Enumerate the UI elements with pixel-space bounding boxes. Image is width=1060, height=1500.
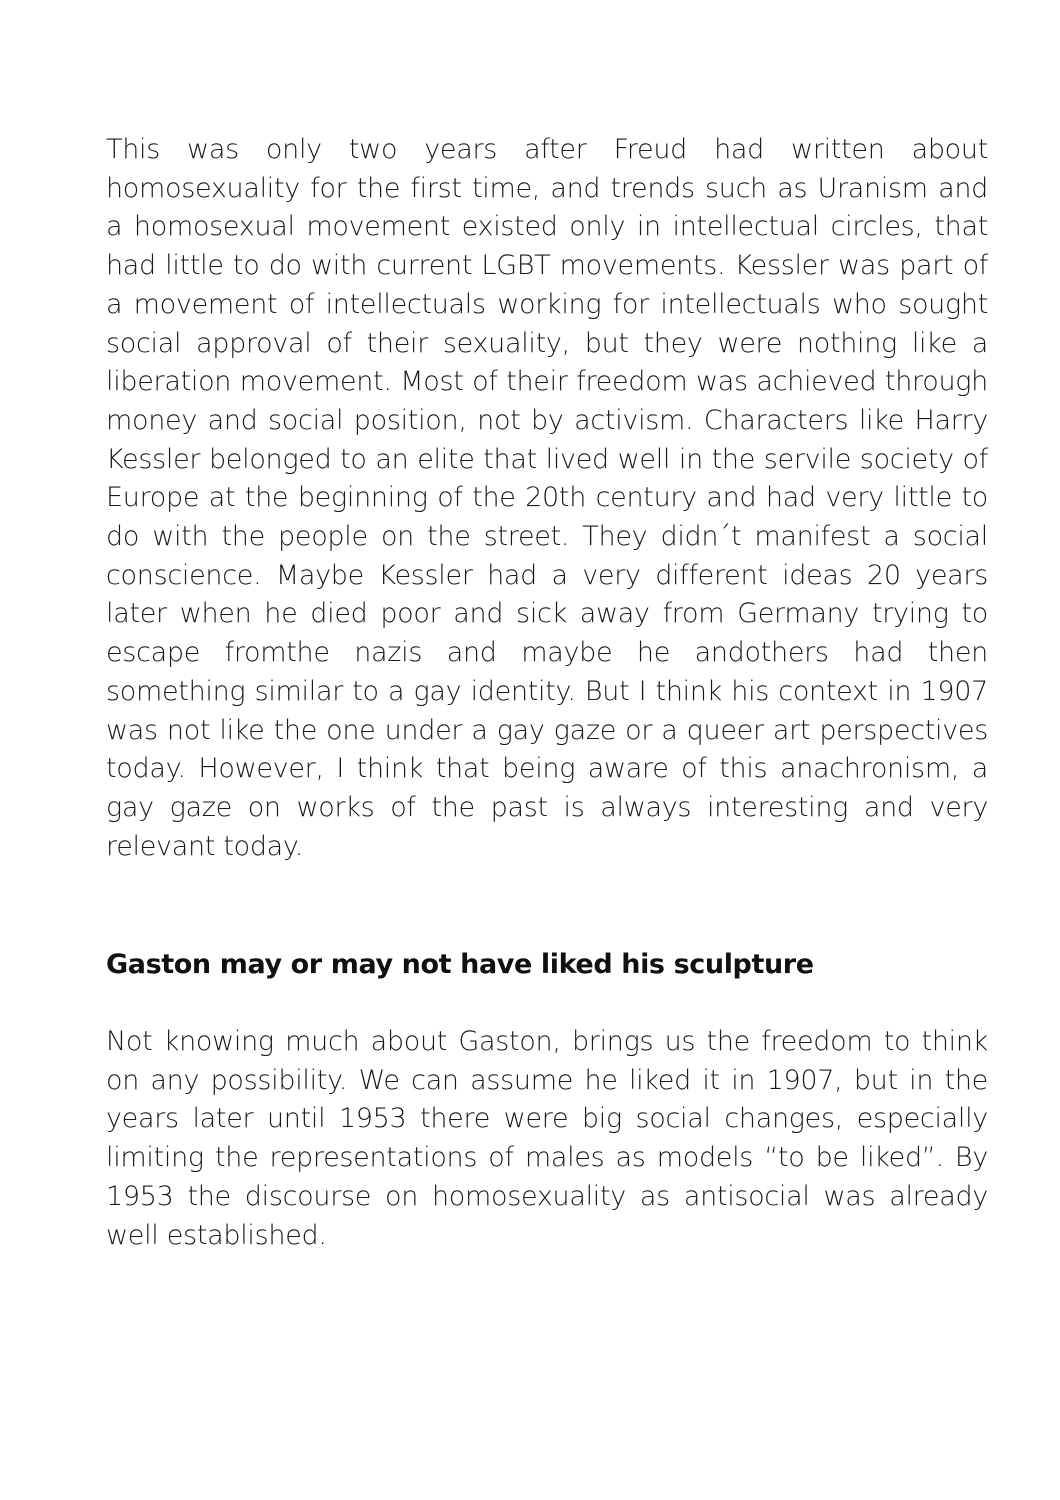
body-paragraph-gaston: Not knowing much about Gaston, brings us the freedom to think on any possibility. We can assume he liked it in 1907, but in the years later until 1953 there were big social changes, especially limiting the representations of males as models “to be liked”. By 1953 the discourse on homosexuality as antisocial was already well established. [106,1026,988,1251]
section-heading: Gaston may or may not have liked his sculpture [106,949,814,980]
body-paragraph-kessler-context: This was only two years after Freud had written about homosexuality for the first time, and trends such as Uranism and a homosexual movement existed only in intellectual circles, that had little to do with current LGBT movements. Kessler was part of a movement of intellectuals working for intellectuals who sought social approval of their sexuality, but they were nothing like a liberation movement. Most of their freedom was achieved through money and social position, not by activism. Characters like Harry Kessler belonged to an elite that lived well in the servile society of Europe at the beginning of the 20th century and had very little to do with the people on the street. They didn´t manifest a social conscience. Maybe Kessler had a very different ideas 20 years later when he died poor and sick away from Germany trying to escape fromthe nazis and maybe he andothers had then something similar to a gay identity. But I think his context in 1907 was not like the one under a gay gaze or a queer art perspectives today. However, I think that being aware of this anachronism, a gay gaze on works of the past is always interesting and very relevant today. [106,134,988,862]
